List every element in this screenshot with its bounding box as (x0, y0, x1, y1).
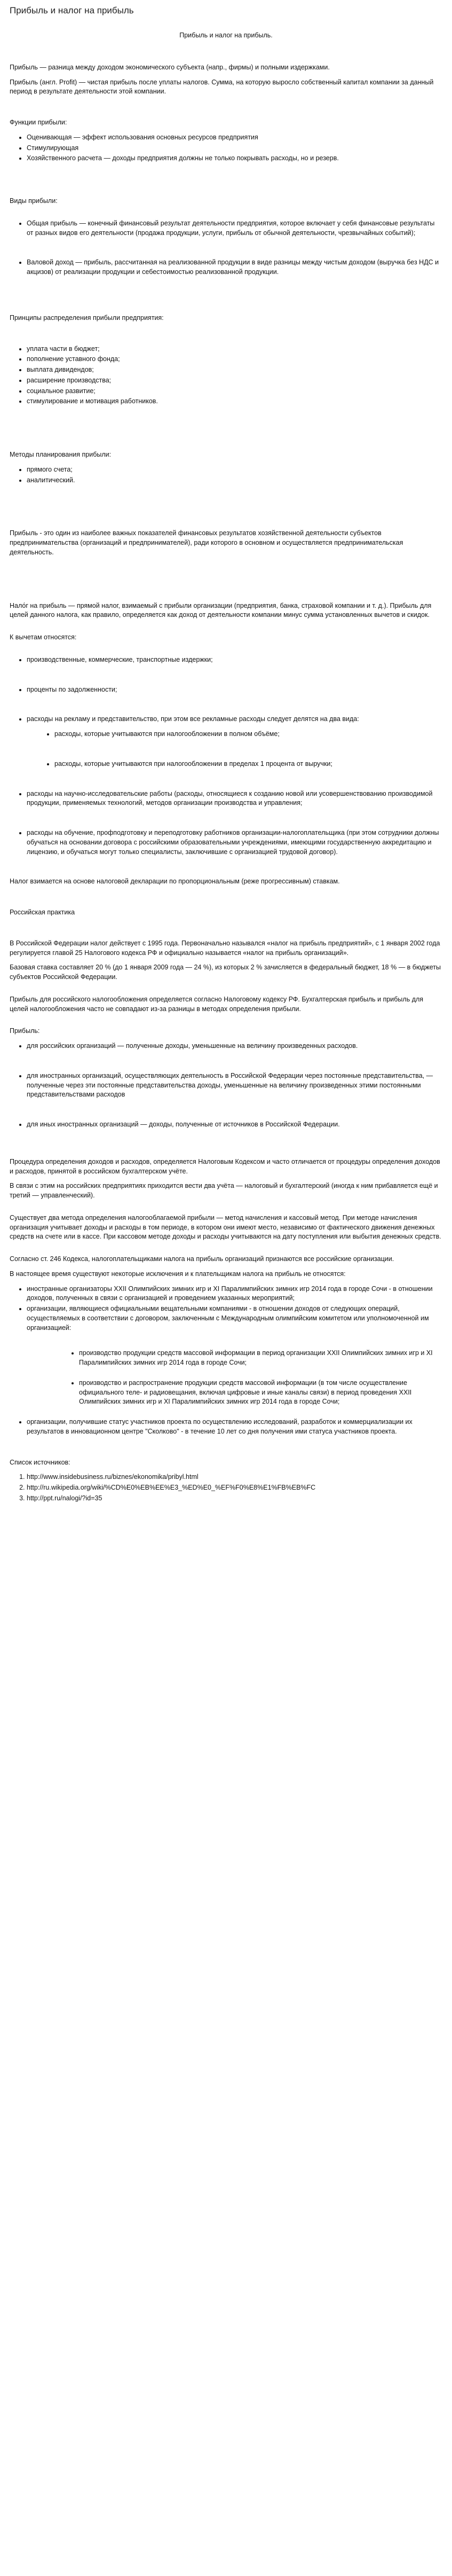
russia-paragraph: Процедура определения доходов и расходов, определяется Налоговым Кодексом и часто отличается от процедуры определения доходов и расходов, принятой в российском бухгалтерском учёте. (10, 1157, 440, 1175)
intro-paragraph-1: Прибыль — разница между доходом экономического субъекта (напр., фирмы) и полными издержками. (10, 63, 330, 71)
source-item (27, 1494, 442, 1504)
distribution-item: • социальное развитие; (27, 387, 442, 396)
source-link[interactable]: http://www.insidebusiness.ru/biznes/ekonomika/pribyl.html (27, 1473, 199, 1481)
profit-item: • для иных иностранных организаций — доходы, полученные от источников в Российской Федерации. (27, 1120, 442, 1130)
planning-item: • прямого счета; (27, 465, 442, 475)
exceptions-item: • организации, получившие статус участников проекта по осуществлению исследований, разработок и коммерциализации их результатов в инновационном центре "Сколково" - в течение 10 лет со дня получения ими статуса участников проекта. (27, 1418, 442, 1437)
functions-item: • Оценивающая — эффект использования основных ресурсов предприятия (27, 133, 442, 143)
deductions-item: • проценты по задолженности; (27, 685, 442, 695)
document-subtitle: Прибыль и налог на прибыль. (179, 32, 273, 40)
source-link[interactable]: http://ru.wikipedia.org/wiki/%CD%E0%EB%EE%E3_%ED%E0_%EF%F0%E8%E1%FB%EB%FC (27, 1484, 316, 1492)
advertising-kind-item: • расходы, которые учитываются при налогообложении в полном объёме; (54, 730, 442, 739)
deductions-heading: К вычетам относятся: (10, 633, 77, 641)
exceptions-item: • иностранные организаторы XXII Олимпийских зимних игр и XI Паралимпийских зимних игр 2014 года в городе Сочи - в отношении доходов, полученных в связи с организацией и проведением указанных мероприятий; (27, 1285, 442, 1304)
deductions-item: • расходы на научно-исследовательские работы (расходы, относящиеся к созданию новой или усовершенствованию производимой продукции, применяемых технологий, методов организации производства и управления; (27, 789, 442, 809)
types-item: • Общая прибыль — конечный финансовый результат деятельности предприятия, которое включает у себя финансовые результаты от разных видов его деятельности (продажа продукции, услуги, прибыль от обычной деятельности, чрезвычайных событий); (27, 219, 442, 238)
page-title: Прибыль и налог на прибыль (10, 5, 134, 15)
distribution-list (10, 344, 442, 407)
functions-item: • Хозяйственного расчета — доходы предприятия должны не только покрывать расходы, но и резерв. (27, 154, 442, 163)
types-heading: Виды прибыли: (10, 197, 58, 205)
planning-list (10, 465, 442, 486)
functions-list (10, 133, 442, 163)
sources-heading: Список источников: (10, 1458, 70, 1466)
distribution-item: • уплата части в бюджет; (27, 344, 442, 354)
source-item (27, 1473, 442, 1482)
types-item: • Валовой доход — прибыль, рассчитанная на реализованной продукции в виде разницы между чистым доходом (выручка без НДС и акцизов) от реализации продукции и себестоимостью реализованной продукции. (27, 258, 442, 277)
distribution-item: • пополнение уставного фонда; (27, 355, 442, 364)
distribution-item: • стимулирование и мотивация работников. (27, 397, 442, 406)
russia-paragraph: Существует два метода определения налогооблагаемой прибыли — метод начисления и кассовый метод. При методе начисления организация учитывает доходы и расходы в том периоде, в котором они имеют место, независимо от фактического движения денежных средств на счете или в кассе. При кассовом методе доходы и расходы учитываются на дату поступления или выбытия денежных средств. (10, 1213, 441, 1241)
functions-heading: Функции прибыли: (10, 119, 67, 127)
importance-paragraph: Прибыль - это один из наиболее важных показателей финансовых результатов хозяйственной деятельности субъектов предпринимательства (организаций и предпринимателей), ради которого в основном и осуществляется предпринимательская деятельность. (10, 529, 403, 556)
deductions-item-text: расходы на рекламу и представительство, при этом все рекламные расходы следует делятся на два вида: (27, 715, 359, 723)
source-item (27, 1483, 442, 1493)
russia-paragraph: Базовая ставка составляет 20 % (до 1 января 2009 года — 24 %), из которых 2 % зачисляется в федеральный бюджет, 18 % — в бюджеты субъектов Российской Федерации. (10, 964, 441, 981)
profit-list (10, 1042, 442, 1130)
tax-definition: Нало́г на прибыль — прямой налог, взимаемый с прибыли организации (предприятия, банка, страховой компании и т. д.). Прибыль для целей данного налога, как правило, определяется как доход от деятельности компании минус сумма установленных вычетов и скидок. (10, 601, 432, 619)
advertising-kinds-list (27, 730, 442, 769)
planning-heading: Методы планирования прибыли: (10, 451, 112, 459)
broadcast-op-item: • производство продукции средств массовой информации в период организации XXII Олимпийских зимних игр и XI Паралимпийских зимних игр 2014 года в городе Сочи; (79, 1349, 442, 1368)
distribution-item: • выплата дивидендов; (27, 365, 442, 375)
functions-item: • Стимулирующая (27, 144, 442, 153)
deductions-item: • расходы на обучение, профподготовку и переподготовку работников организации-налогоплательщика (при этом сотрудники должны обучаться на основании договора с российскими образовательными учреждениями, имеющими государственную аккредитацию и лицензию, и обучаться могут только специалисты, заключившие с организацией трудовой договор). (27, 828, 442, 857)
types-list (10, 219, 442, 277)
broadcast-op-item: • производство и распространение продукции средств массовой информации (в том числе осуществление официального теле- и радиовещания, включая цифровые и иные каналы связи) в период проведения XXII Олимпийских зимних игр и XI Паралимпийских зимних игр 2014 года в городе Сочи; (79, 1379, 442, 1407)
source-link[interactable]: http://ppt.ru/nalogi/?id=35 (27, 1494, 102, 1502)
distribution-heading: Принципы распределения прибыли предприятия: (10, 314, 164, 322)
deductions-item: • производственные, коммерческие, транспортные издержки; (27, 655, 442, 665)
russia-paragraph: Прибыль для российского налогообложения определяется согласно Налоговому кодексу РФ. Бухгалтерская прибыль и прибыль для целей налогообложения часто не совпадают из-за разницы в методах определения прибыли. (10, 995, 424, 1013)
profit-heading: Прибыль: (10, 1027, 40, 1035)
broadcast-ops-list (27, 1349, 442, 1407)
exceptions-item-text: организации, являющиеся официальными вещательными компаниями - в отношении доходов от следующих операций, осуществляемых в соответствии с договором, заключенным с Международным олимпийским комитетом или уполномоченной им организацией: (27, 1305, 429, 1332)
exceptions-list (10, 1285, 442, 1437)
deductions-item (27, 715, 442, 769)
planning-item: • аналитический. (27, 476, 442, 486)
tax-basis-paragraph: Налог взимается на основе налоговой декларации по пропорциональным (реже прогрессивным) ставкам. (10, 878, 340, 886)
sources-list (10, 1473, 442, 1503)
russia-paragraph: В связи с этим на российских предприятиях приходится вести два учёта — налоговый и бухгалтерский (иногда к ним прибавляется ещё и третий — управленческий). (10, 1182, 438, 1200)
profit-item: • для иностранных организаций, осуществляющих деятельность в Российской Федерации через постоянные представительства, — полученные через эти постоянные представительства доходы, уменьшенные на величину произведенных этими постоянными представительствами расходов (27, 1071, 442, 1100)
russia-paragraph: В Российской Федерации налог действует с 1995 года. Первоначально назывался «налог на прибыль предприятий», с 1 января 2002 года регулируется главой 25 Налогового кодекса РФ и официально называется «налог на прибыль организаций». (10, 939, 440, 957)
russia-paragraph: Согласно ст. 246 Кодекса, налогоплательщиками налога на прибыль организаций признаются все российские организации. (10, 1255, 394, 1263)
intro-paragraph-2: Прибыль (англ. Profit) — чистая прибыль после уплаты налогов. Сумма, на которую выросло собственный капитал компании за данный период в результате деятельности этой компании. (10, 78, 434, 96)
exceptions-item (27, 1304, 442, 1407)
russia-heading: Российская практика (10, 909, 75, 917)
distribution-item: • расширение производства; (27, 376, 442, 386)
advertising-kind-item: • расходы, которые учитываются при налогообложении в пределах 1 процента от выручки; (54, 760, 442, 769)
russia-paragraph: В настоящее время существуют некоторые исключения и к плательщикам налога на прибыль не относятся: (10, 1270, 346, 1278)
profit-item: • для российских организаций — полученные доходы, уменьшенные на величину произведенных расходов. (27, 1042, 442, 1051)
deductions-list (10, 655, 442, 857)
